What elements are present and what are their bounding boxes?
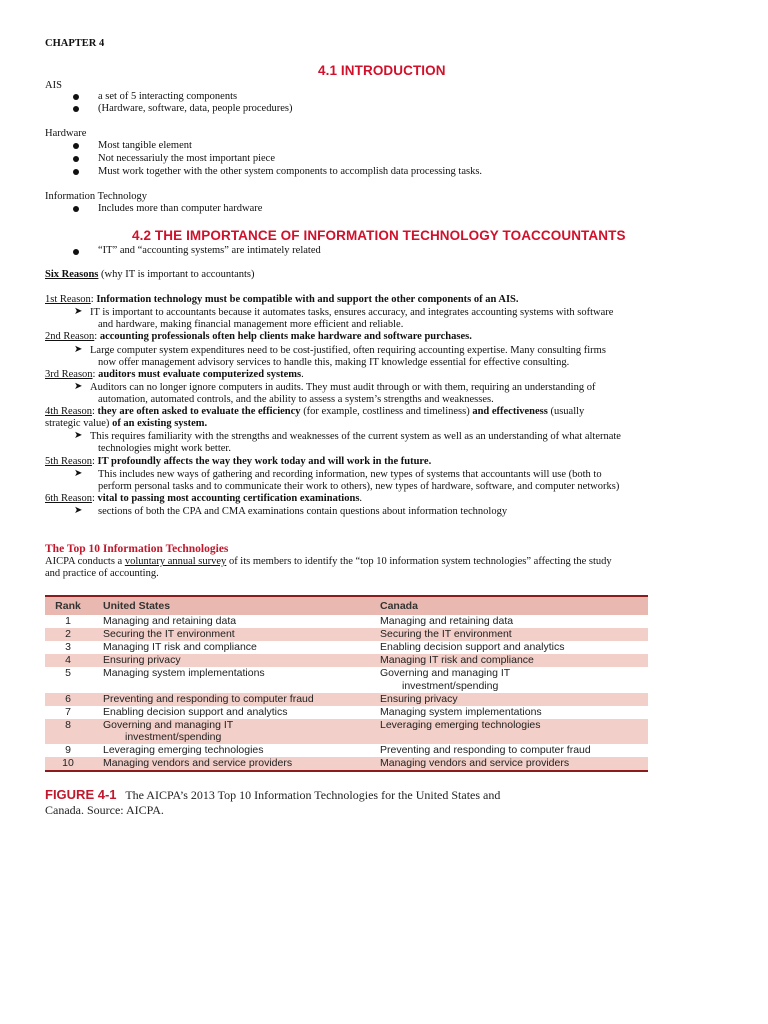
ais-bullet-2: (Hardware, software, data, people procedures) [98,103,293,114]
table-row [45,667,648,693]
rank-cell: 4 [65,654,71,666]
cell-text: Managing system implementations [380,705,542,718]
reason-3-sub-1: Auditors can no longer ignore computers in audits. They must audit through or with them, requiring an understanding of [90,382,596,393]
reason-4-text: they are often asked to evaluate the efficiency [94,406,301,417]
united-states-cell [103,706,287,719]
cell-text: Managing and retaining data [103,615,237,627]
canada-cell [380,641,564,654]
arrow-bullet-icon: ➤ [74,430,83,441]
cell-text: Preventing and responding to computer fraud [103,692,314,705]
top10-intro-post: of its members to identify the “top 10 information system technologies” affecting the study [226,556,612,567]
bullet-dot-icon [73,249,79,255]
united-states-cell [103,654,181,667]
reason-1-sub-2: and hardware, making financial management more efficient and reliable. [98,319,404,330]
united-states-cell [103,719,233,744]
reason-4-sub-2: technologies might work better. [98,443,231,454]
rank-cell: 5 [65,667,71,679]
table-row [45,719,648,745]
reason-1-sub-1: IT is important to accountants because it automates tasks, ensures accuracy, and integrates accounting systems with software [90,307,614,318]
rank-cell: 9 [65,744,71,756]
table-row [45,641,648,654]
reason-4-label: 4th Reason [45,406,92,417]
cell-text: Managing IT risk and compliance [380,654,534,666]
reason-1-line: 1st Reason: Information technology must be compatible with and support the other components of an AIS. [45,294,519,305]
arrow-bullet-icon: ➤ [74,468,83,479]
rank-cell: 8 [65,718,71,731]
reason-4-line2-normal: strategic value) [45,418,113,429]
table-row [45,757,648,770]
cell-text: Enabling decision support and analytics [380,641,565,653]
hardware-label: Hardware [45,128,87,139]
canada-cell [380,615,513,628]
top10-intro [45,556,612,568]
table-row [45,615,648,628]
cell-text: Managing and retaining data [380,615,514,627]
rank-cell: 1 [65,615,71,627]
bullet-dot-icon [73,94,79,100]
reason-1-text: Information technology must be compatible with and support the other components of an AIS. [93,294,519,305]
reason-6-line: 6th Reason: vital to passing most accounting certification examinations. [45,493,363,504]
cell-text: Ensuring privacy [380,692,458,705]
table-body [45,615,648,770]
top10-intro-pre: AICPA conducts a [45,556,125,567]
canada-cell [380,706,542,719]
canada-cell [380,654,534,667]
reason-5-sub-2: perform personal tasks and to communicate their work to others), new types of hardware, software, and computer networks) [98,481,620,492]
reason-3-tail: . [301,369,304,380]
united-states-cell [103,628,235,641]
figure-label: FIGURE 4-1 [45,787,117,802]
rank-cell: 3 [65,641,71,653]
cell-text: Securing the IT environment [103,628,235,640]
header-canada: Canada [380,600,418,612]
reason-5-line: 5th Reason: IT profoundly affects the way they work today and will work in the future. [45,456,432,467]
reason-3-line: 3rd Reason: auditors must evaluate computerized systems. [45,369,304,380]
chapter-label: CHAPTER 4 [45,38,105,49]
reason-3-sub-2: automation, automated controls, and the ability to assess a system’s strengths and weaknesses. [98,394,494,405]
reason-3-label: 3rd Reason [45,369,93,380]
sec42-bullet: “IT” and “accounting systems” are intimately related [98,245,321,256]
reason-4-line: 4th Reason: they are often asked to evaluate the efficiency (for example, costliness and timeliness) and effectiveness (usually [45,406,585,417]
top10-heading: The Top 10 Information Technologies [45,543,229,555]
table-row [45,706,648,719]
rank-cell: 2 [65,628,71,640]
rank-cell: 6 [65,692,71,705]
cell-text: Governing and managing IT [103,718,234,731]
arrow-bullet-icon: ➤ [74,505,83,516]
reason-4-text-2: and effectiveness [472,406,548,417]
reason-4-tail: (usually [547,406,585,417]
arrow-bullet-icon: ➤ [74,381,83,392]
reason-2-sub-2: now offer management advisory services to handle this, making IT knowledge essential for effective consulting. [98,357,570,368]
canada-cell [380,757,569,770]
bullet-dot-icon [73,106,79,112]
united-states-cell [103,744,264,757]
cell-text: Securing the IT environment [380,628,512,640]
canada-cell [380,628,512,641]
canada-cell [380,744,591,757]
hardware-bullet-2: Not necessariuly the most important piece [98,153,275,164]
bullet-dot-icon [73,143,79,149]
table-row [45,693,648,706]
united-states-cell [103,693,314,706]
section-4-2-heading: 4.2 THE IMPORTANCE OF INFORMATION TECHNOLOGY TOACCOUNTANTS [132,228,626,243]
header-united-states: United States [103,600,171,612]
reason-6-sub-1: sections of both the CPA and CMA examinations contain questions about information technology [98,506,508,517]
reason-3-text: auditors must evaluate computerized systems [95,369,302,380]
figure-caption-line-2: Canada. Source: AICPA. [45,803,164,817]
bullet-dot-icon [73,169,79,175]
reason-4-sub-1: This requires familiarity with the strengths and weaknesses of the current system as well as an understanding of what alternate [90,431,621,442]
reason-6-label: 6th Reason [45,493,92,504]
rank-cell: 7 [65,705,71,718]
united-states-cell [103,641,257,654]
reason-2-label: 2nd Reason [45,331,95,342]
hardware-bullet-1: Most tangible element [98,140,192,151]
reason-5-text: IT profoundly affects the way they work today and will work in the future. [94,456,432,467]
reason-2-text: accounting professionals often help clients make hardware and software purchases. [97,331,472,342]
cell-text: Managing IT risk and compliance [103,641,257,653]
table-row [45,628,648,641]
cell-text: Ensuring privacy [103,654,181,666]
canada-cell [380,693,458,706]
cell-text: Managing system implementations [103,667,265,679]
reason-2-line: 2nd Reason: accounting professionals often help clients make hardware and software purchases. [45,331,472,342]
bullet-dot-icon [73,206,79,212]
table-header-row [45,597,648,615]
cell-text: Managing vendors and service providers [103,757,293,769]
united-states-cell [103,615,236,628]
reason-6-text: vital to passing most accounting certification examinations [94,493,360,504]
reason-5-sub-1: This includes new ways of gathering and recording information, new types of systems that accountants will use (both to [98,469,602,480]
reason-6-tail: . [359,493,363,504]
reason-4-line2-bold: of an existing system. [112,418,208,429]
table-row [45,654,648,667]
it-label: Information Technology [45,191,148,202]
cell-text: Governing and managing IT [380,667,511,679]
reason-4-mid: (for example, costliness and timeliness) [300,406,473,417]
section-4-1-heading: 4.1 INTRODUCTION [318,63,446,78]
ais-label: AIS [45,80,62,91]
reason-2-sub-1: Large computer system expenditures need to be cost-justified, often requiring accounting expertise. Many consulting firms [90,345,606,356]
united-states-cell [103,667,265,680]
cell-text: Preventing and responding to computer fraud [380,744,591,756]
survey-link[interactable]: voluntary annual survey [124,556,227,567]
figure-caption [45,787,645,818]
header-rank: Rank [55,600,81,612]
six-reasons-line [45,269,255,281]
table-row [45,744,648,757]
figure-caption-line-1: The AICPA’s 2013 Top 10 Information Technologies for the United States and [125,788,501,802]
cell-text: Leveraging emerging technologies [103,744,264,756]
six-reasons-rest: (why IT is important to accountants) [98,269,255,280]
rank-cell: 10 [62,757,74,769]
six-reasons-label: Six Reasons [45,269,99,280]
cell-text: investment/spending [402,679,499,692]
table-bottom-rule [45,770,648,772]
arrow-bullet-icon: ➤ [74,344,83,355]
cell-text: Enabling decision support and analytics [103,705,288,718]
canada-cell [380,719,541,732]
bullet-dot-icon [73,156,79,162]
cell-text: Managing vendors and service providers [380,757,570,769]
top10-intro-line-2: and practice of accounting. [45,568,159,579]
reason-4-line-2 [45,418,207,430]
top10-table [45,595,648,772]
arrow-bullet-icon: ➤ [74,306,83,317]
reason-1-label: 1st Reason [45,294,91,305]
reason-5-label: 5th Reason [45,456,92,467]
hardware-bullet-3: Must work together with the other system components to accomplish data processing tasks. [98,166,483,177]
cell-text: investment/spending [125,731,222,743]
ais-bullet-1: a set of 5 interacting components [98,91,238,102]
cell-text: Leveraging emerging technologies [380,718,541,731]
united-states-cell [103,757,292,770]
canada-cell [380,667,510,692]
it-bullet-1: Includes more than computer hardware [98,203,263,214]
